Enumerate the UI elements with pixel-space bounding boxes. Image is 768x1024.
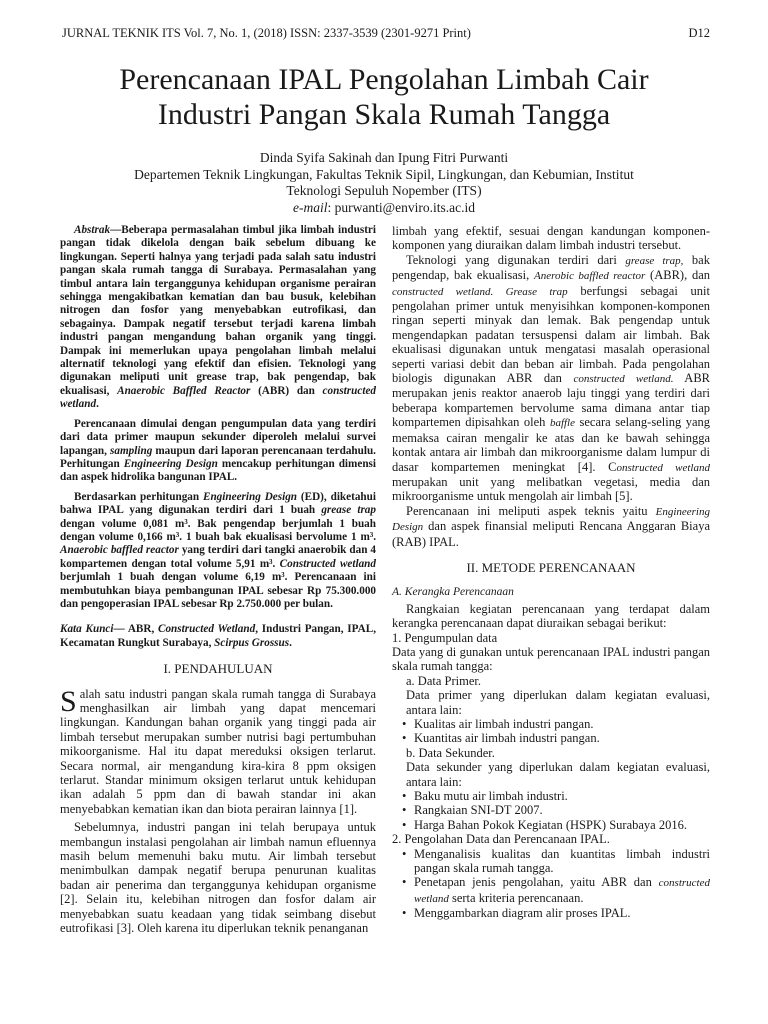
running-header <box>62 26 710 42</box>
page-number: D12 <box>688 26 710 40</box>
drop-cap: S <box>60 684 77 718</box>
data-primer-desc: Data primer yang diperlukan dalam kegiatan evaluasi, antara lain: <box>406 688 710 717</box>
scope-paragraph: Perencanaan ini meliputi aspek teknis yaitu Engineering Design dan aspek finansial meliputi Rencana Anggaran Biaya (RAB) IPAL. <box>392 503 710 549</box>
list-item-pengolahan-data: 2. Pengolahan Data dan Perencanaan IPAL. <box>392 832 610 847</box>
data-sekunder-desc: Data sekunder yang diperlukan dalam kegiatan evaluasi, antara lain: <box>406 760 710 789</box>
section-heading-pendahuluan: I. PENDAHULUAN <box>163 661 273 677</box>
journal-info: JURNAL TEKNIK ITS Vol. 7, No. 1, (2018) ISSN: 2337-3539 (2301-9271 Print) <box>62 26 471 40</box>
list-item: • Penetapan jenis pengolahan, yaitu ABR dan constructed wetland serta kriteria perencanaan. <box>414 875 710 906</box>
intro-paragraph-1: Salah satu industri pangan skala rumah tangga di Surabaya menghasilkan air limbah yang dapat mencemari lingkungan. Kandungan bahan organik yang tinggi pada air limbah tersebut merupakan sumber nutrisi bagi pertumbuhan mikoorganisme. Hal itu dapat mereduksi oksigen terlarut. Secara normal, air mengandung kira-kira 8 ppm oksigen terlarut. Standar minimum oksigen terlarut untuk kehidupan ikan adalah 5 ppm dan di bawah standar ini akan menyebabkan kematian ikan dan biota perairan lainnya [1]. <box>60 684 376 816</box>
subsection-heading-kerangka: A. Kerangka Perencanaan <box>392 586 514 599</box>
data-sekunder-list <box>392 789 710 832</box>
kerangka-intro: Rangkaian kegiatan perencanaan yang terdapat dalam kerangka perencanaan dapat diuraikan sebagai berikut: <box>392 601 710 631</box>
list-item: • Rangkaian SNI-DT 2007. <box>414 803 710 817</box>
list-item: • Menggambarkan diagram alir proses IPAL. <box>414 906 710 920</box>
list-item: • Kuantitas air limbah industri pangan. <box>414 731 710 745</box>
intro-paragraph-2: Sebelumnya, industri pangan ini telah berupaya untuk membangun instalasi pengolahan air limbah namun efluennya masih belum memenuhi baku mutu. Air limbah tersebut menimbulkan dampak negatif berupa penurunan kualitas badan air penerima dan terganggunya kehidupan organisme [2]. Selain itu, kelebihan nitrogen dan fosfor dalam air menyebabkan suatu keadaan yang tidak seimbang disebut eutrofikasi [3]. Oleh karena itu diperlukan teknik penanganan <box>60 820 376 936</box>
list-item: • Kualitas air limbah industri pangan. <box>414 717 710 731</box>
pengumpulan-data-desc: Data yang di gunakan untuk perencanaan IPAL industri pangan skala rumah tangga: <box>392 644 710 674</box>
abstract-paragraph-2: Perencanaan dimulai dengan pengumpulan data yang terdiri dari data primer maupun sekunder diperoleh melalui survei lapangan, sampling maupun dari laporan perencanaan terdahulu. Perhitungan Engineering Design mencakup perhitungan dimensi dan aspek hidrolika bangunan IPAL. <box>60 417 376 484</box>
paper-title <box>40 62 728 132</box>
list-item: • Menganalisis kualitas dan kuantitas limbah industri pangan skala rumah tangga. <box>414 847 710 876</box>
intro-continuation: limbah yang efektif, sesuai dengan kandungan komponen-komponen yang diuraikan dalam limbah industri tersebut. <box>392 224 710 253</box>
title-line-1: Perencanaan IPAL Pengolahan Limbah Cair <box>119 63 649 96</box>
keywords: Kata Kunci— ABR, Constructed Wetland, Industri Pangan, IPAL, Kecamatan Rungkut Surabaya, Scirpus Grossus. <box>60 623 376 649</box>
section-heading-metode: II. METODE PERENCANAAN <box>466 559 636 575</box>
data-primer-list <box>392 717 710 746</box>
title-line-2: Industri Pangan Skala Rumah Tangga <box>157 98 611 131</box>
affiliation-line-2: Teknologi Sepuluh Nopember (ITS) <box>286 183 482 198</box>
left-column <box>60 224 376 936</box>
technology-paragraph: Teknologi yang digunakan terdiri dari grease trap, bak pengendap, bak ekualisasi, Anerobic baffled reactor (ABR), dan constructed wetland. Grease trap berfungsi sebagai unit pengolahan primer untuk menyisihkan komponen-komponen ringan seperti minyak dan lemak. Bak pengendap untuk mengendapkan padatan tersuspensi dalam air limbah. Bak ekualisasi digunakan untuk mengatasi masalah operasional seperti variasi debit dan beban air limbah. Pada pengolahan biologis digunakan ABR dan constructed wetland. ABR merupakan jenis reaktor anaerob laju tinggi yang terdiri dari beberapa kompartemen bervolume sama dimana antar tiap kompartemen dipisahkan oleh baffle secara selang-seling yang memaksa cairan mengalir ke atas dan ke bawah sehingga kontak antara air limbah dan mikroorganisme dalam lumpur di dasar kompartemen meningkat [4]. Constructed wetland merupakan unit yang melibatkan vegetasi, media dan mikroorganisme untuk mengolah air limbah [5]. <box>392 252 711 504</box>
pengolahan-list <box>392 847 710 921</box>
affiliation-line-1: Departemen Teknik Lingkungan, Fakultas Teknik Sipil, Lingkungan, dan Kebumian, Institut <box>134 166 634 182</box>
author-names: Dinda Syifa Sakinah dan Ipung Fitri Purwanti <box>259 150 509 165</box>
data-primer-label: a. Data Primer. <box>406 673 481 688</box>
data-sekunder-label: b. Data Sekunder. <box>406 745 495 760</box>
author-email: e-mail: purwanti@enviro.its.ac.id <box>293 199 475 215</box>
list-item-pengumpulan-data: 1. Pengumpulan data <box>392 630 498 645</box>
list-item: • Baku mutu air limbah industri. <box>414 789 710 803</box>
right-column <box>392 224 710 921</box>
abstract-paragraph-3: Berdasarkan perhitungan Engineering Design (ED), diketahui bahwa IPAL yang digunakan terdiri dari 1 buah grease trap dengan volume 0,081 m³. Bak pengendap berjumlah 1 buah dengan volume 0,166 m³. 1 buah bak ekualisasi bervolume 1 m³. Anaerobic baffled reactor yang terdiri dari tangki anaerobik dan 4 kompartemen dengan total volume 5,91 m³. Constructed wetland berjumlah 1 buah dengan volume 6,19 m³. Perencanaan ini membutuhkan biaya pembangunan IPAL sebesar Rp 75.300.000 dan pengoperasian IPAL sebesar Rp 2.750.000 per bulan. <box>60 490 376 610</box>
abstract-paragraph-1: Abstrak—Beberapa permasalahan timbul jika limbah industri pangan tidak dikelola dengan baik sebelum dibuang ke lingkungan. Seperti halnya yang terjadi pada salah satu industri pangan skala rumah tangga di Surabaya. Permasalahan yang timbul antara lain terganggunya kehidupan organisme perairan sehingga mengakibatkan kematian dan bau busuk, kelebihan nitrogen dan fosfor yang menyebabkan eutrofikasi, dan sebagainya. Dampak negatif tersebut terjadi karena limbah industri pangan mengandung bahan organik yang tinggi. Dampak ini memerlukan upaya pengolahan limbah melalui alternatif teknologi yang efektif dan efisien. Teknologi yang digunakan meliputi unit grease trap, bak pengendap, bak ekualisasi, Anaerobic Baffled Reactor (ABR) dan constructed wetland. <box>60 224 376 411</box>
author-block <box>60 150 708 216</box>
list-item: • Harga Bahan Pokok Kegiatan (HSPK) Surabaya 2016. <box>414 818 710 832</box>
